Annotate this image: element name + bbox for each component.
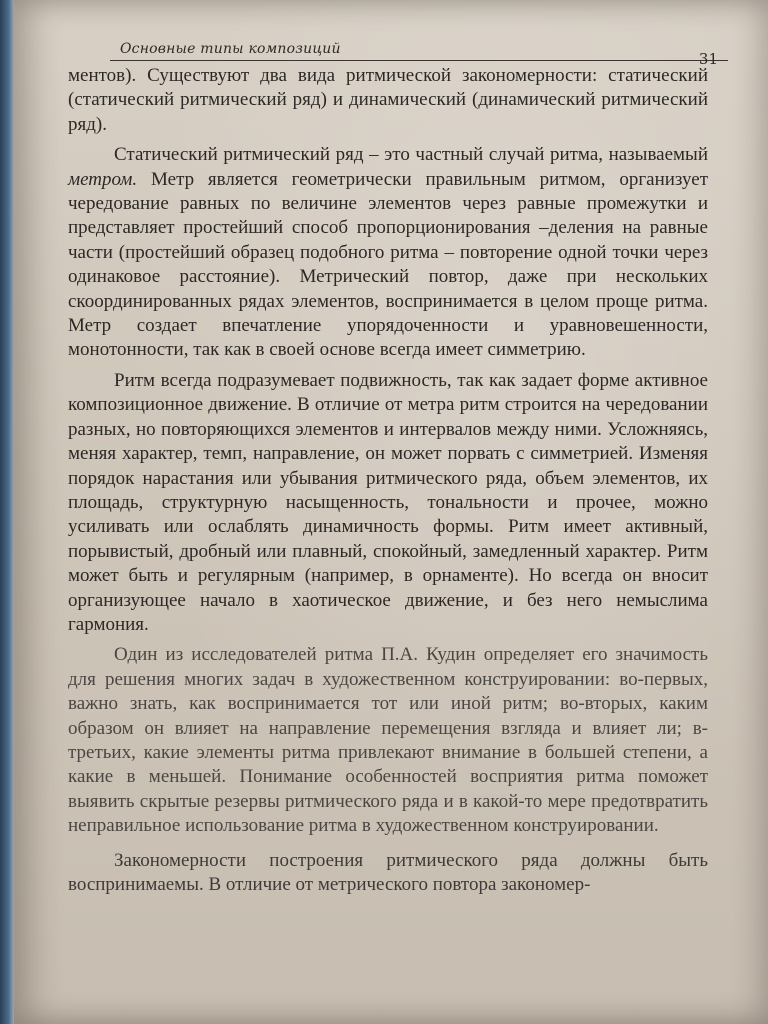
book-cover-edge — [0, 0, 14, 1024]
paragraph-regularities: Закономерности построения ритмического ряда должны быть воспринимаемы. В отличие от метрического повтора закономер- — [68, 849, 708, 895]
paragraph-continuation: ментов). Существуют два вида ритмической закономерности: статический (статический ритмический ряд) и динамический (динамический ритмический ряд). — [68, 65, 708, 135]
page-body — [68, 64, 708, 903]
running-header-title: Основные типы композиций — [120, 41, 341, 57]
term-meter: метром. — [68, 168, 138, 190]
book-page — [14, 0, 768, 1024]
paragraph-meter — [68, 143, 708, 363]
paragraph-meter-text-end: Метр является геометрически правильным ритмом, организует чередование равных по величине элементов через равные промежутки и представляет простейший способ пропорционирования –деления на равные части (простейший образец подобного ритма – повторение одной точки через одинаковое расстояние). Метрический повтор, даже при нескольких скоординированных рядах элементов, воспринимается в целом проще ритма. Метр создает впечатление упорядоченности и уравновешенности, монотонности, так как в своей основе всегда имеет симметрию. — [68, 168, 708, 361]
running-header — [110, 34, 728, 68]
page-number: 31 — [698, 50, 718, 68]
paragraph-rhythm: Ритм всегда подразумевает подвижность, так как задает форме активное композиционное движение. В отличие от метра ритм строится на чередовании разных, но повторяющихся элементов и интервалов между ними. Усложняясь, меняя характер, темп, направление, он может порвать с симметрией. Изменяя порядок нарастания или убывания ритмического ряда, объем элементов, их площадь, структурную насыщенность, тональности и прочее, можно усиливать или ослаблять динамичность формы. Ритм имеет активный, порывистый, дробный или плавный, спокойный, замедленный характер. Ритм может быть и регулярным (например, в орнаменте). Но всегда он вносит организующее начало в хаотическое движение, и без него немыслима гармония. — [68, 369, 708, 635]
paragraph-meter-text-start: Статический ритмический ряд – это частный случай ритма, называемый — [114, 144, 708, 166]
paragraph-kudin: Один из исследователей ритма П.А. Кудин определяет его значимость для решения многих задач в художественном конструировании: во-первых, важно знать, как воспринимается тот или иной ритм; во-вторых, каким образом он влияет на направление перемещения взгляда и влияет ли; в-третьих, какие элементы ритма привлекают внимание в большей степени, а какие в меньшей. Понимание особенностей восприятия ритма поможет выявить скрытые резервы ритмического ряда и в какой-то мере предотвратить неправильное использование ритма в художественном конструировании. — [68, 644, 708, 837]
